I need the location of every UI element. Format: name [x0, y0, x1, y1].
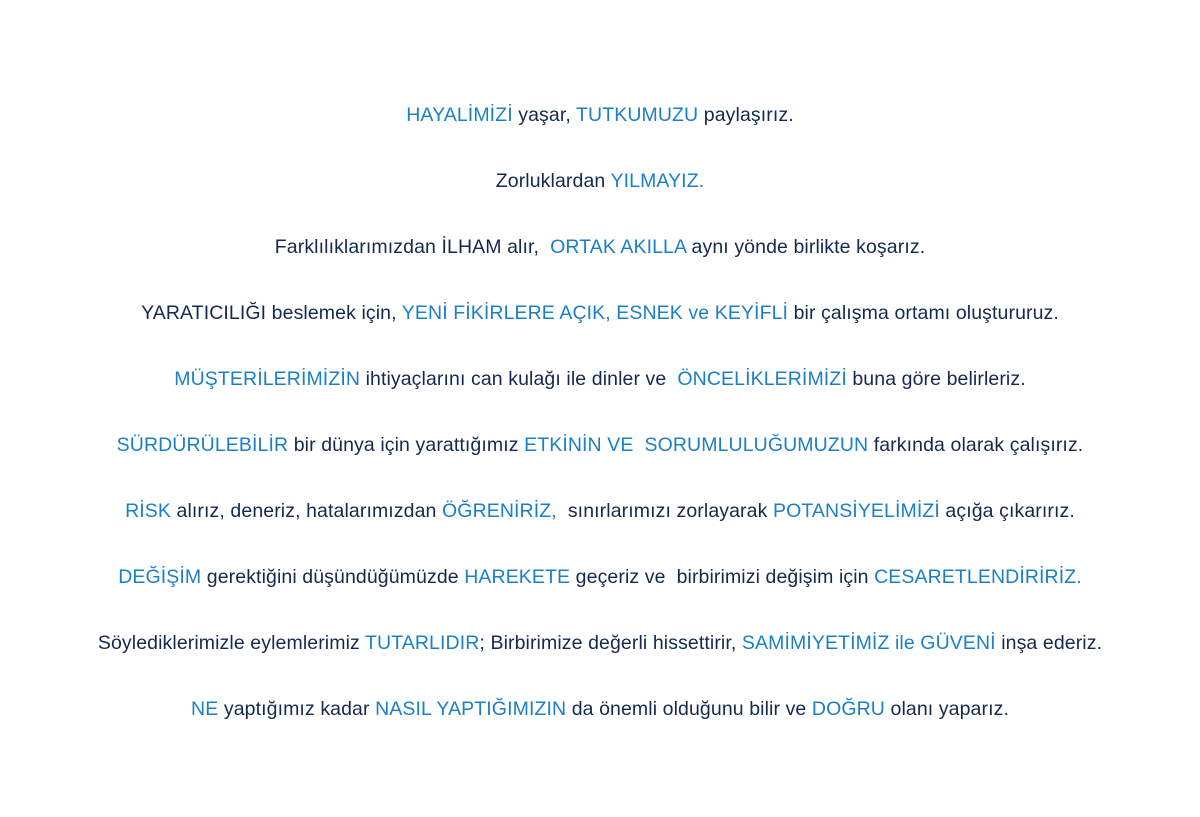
text-segment: yaşar,: [512, 104, 577, 126]
text-segment: paylaşırız.: [698, 104, 794, 126]
manifesto-line: [0, 610, 1200, 676]
text-segment: gerektiğini düşündüğümüzde: [201, 566, 465, 588]
text-segment: ; Birbirimize değerli hissettirir,: [479, 632, 742, 654]
manifesto-line: [0, 346, 1200, 412]
highlighted-phrase: MÜŞTERİLERİMİZİN: [174, 368, 361, 390]
highlighted-phrase: NE: [191, 698, 219, 720]
highlighted-phrase: YENİ FİKİRLERE AÇIK, ESNEK ve KEYİFLİ: [401, 302, 789, 324]
text-segment: aynı yönde birlikte koşarız.: [686, 236, 926, 258]
highlighted-phrase: DOĞRU: [811, 698, 885, 720]
manifesto-line: [0, 676, 1200, 742]
manifesto-line: [0, 412, 1200, 478]
text-segment: Farklılıklarımızdan İLHAM alır,: [274, 236, 551, 258]
manifesto-line: [0, 280, 1200, 346]
text-segment: sınırlarımızı zorlayarak: [556, 500, 773, 522]
text-segment: ihtiyaçlarını can kulağı ile dinler ve: [360, 368, 678, 390]
highlighted-phrase: RİSK: [125, 500, 172, 522]
text-segment: açığa çıkarırız.: [939, 500, 1075, 522]
highlighted-phrase: ÖĞRENİRİZ,: [442, 500, 557, 522]
highlighted-phrase: SÜRDÜRÜLEBİLİR: [116, 434, 289, 456]
manifesto-line: [0, 148, 1200, 214]
text-segment: YARATICILIĞI beslemek için,: [141, 302, 402, 324]
text-segment: bir dünya için yarattığımız: [288, 434, 525, 456]
text-segment: yaptığımız kadar: [218, 698, 376, 720]
text-segment: inşa ederiz.: [995, 632, 1103, 654]
text-segment: alırız, deneriz, hatalarımızdan: [171, 500, 443, 522]
highlighted-phrase: TUTARLIDIR: [365, 632, 480, 654]
highlighted-phrase: HAYALİMİZİ: [406, 104, 513, 126]
highlighted-phrase: CESARETLENDİRİRİZ.: [874, 566, 1082, 588]
text-segment: olanı yaparız.: [884, 698, 1009, 720]
text-segment: geçeriz ve birbirimizi değişim için: [570, 566, 875, 588]
highlighted-phrase: YILMAYIZ.: [610, 170, 705, 192]
highlighted-phrase: HAREKETE: [464, 566, 571, 588]
manifesto-line: [0, 214, 1200, 280]
text-segment: farkında olarak çalışırız.: [868, 434, 1084, 456]
highlighted-phrase: ORTAK AKILLA: [550, 236, 687, 258]
text-segment: bir çalışma ortamı oluştururuz.: [788, 302, 1059, 324]
text-segment: Söylediklerimizle eylemlerimiz: [97, 632, 366, 654]
text-segment: Zorluklardan: [495, 170, 611, 192]
text-segment: buna göre belirleriz.: [846, 368, 1026, 390]
highlighted-phrase: NASIL YAPTIĞIMIZIN: [375, 698, 567, 720]
highlighted-phrase: ÖNCELİKLERİMİZİ: [677, 368, 847, 390]
manifesto-line: [0, 544, 1200, 610]
highlighted-phrase: ETKİNİN VE SORUMLULUĞUMUZUN: [524, 434, 869, 456]
highlighted-phrase: POTANSİYELİMİZİ: [772, 500, 940, 522]
manifesto-line: [0, 478, 1200, 544]
highlighted-phrase: SAMİMİYETİMİZ ile GÜVENİ: [741, 632, 996, 654]
manifesto-line: [0, 82, 1200, 148]
text-segment: da önemli olduğunu bilir ve: [566, 698, 812, 720]
highlighted-phrase: TUTKUMUZU: [576, 104, 699, 126]
manifesto-lines: [0, 82, 1200, 742]
highlighted-phrase: DEĞİŞİM: [118, 566, 202, 588]
